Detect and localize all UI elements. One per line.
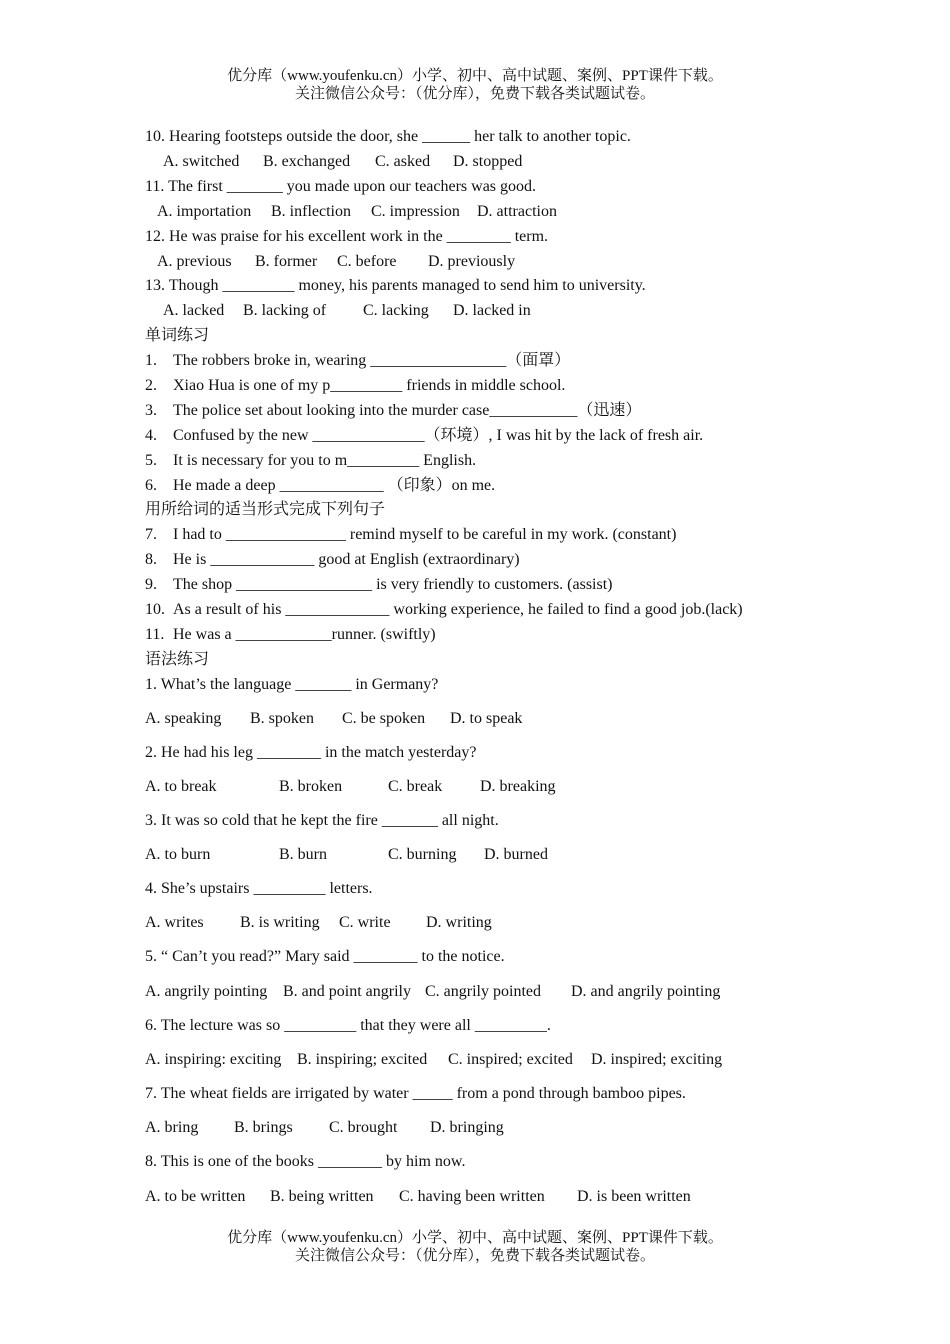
option: A. bring [145, 1119, 199, 1136]
grammar-question-3: 3. It was so cold that he kept the fire _______ all night. [145, 812, 499, 829]
option: C. lacking [363, 302, 429, 319]
grammar-question-8: 8. This is one of the books ________ by him now. [145, 1153, 466, 1170]
grammar-question-1: 1. What’s the language _______ in Germany? [145, 676, 439, 693]
option: B. burn [279, 846, 327, 863]
option: A. writes [145, 914, 204, 931]
forms-item: 9. The shop _________________ is very friendly to customers. (assist) [145, 576, 613, 593]
options-row [145, 1118, 504, 1138]
option: B. is writing [240, 914, 320, 931]
grammar-question-4: 4. She’s upstairs _________ letters. [145, 880, 373, 897]
option: A. angrily pointing [145, 983, 268, 1000]
options-row [145, 913, 492, 933]
option: A. inspiring: exciting [145, 1051, 282, 1068]
option: C. having been written [399, 1188, 545, 1205]
option: C. asked [375, 153, 431, 170]
option: C. break [388, 778, 443, 795]
option: B. inflection [271, 203, 351, 220]
option: C. before [337, 253, 397, 270]
option: B. former [255, 253, 318, 270]
question-12: 12. He was praise for his excellent work in the ________ term. [145, 228, 549, 245]
section-heading-grammar: 语法练习 [145, 651, 210, 668]
option: B. spoken [250, 710, 314, 727]
question-11: 11. The first _______ you made upon our teachers was good. [145, 178, 537, 195]
option: D. burned [484, 846, 548, 863]
options-row [145, 1050, 722, 1070]
options-row [145, 982, 720, 1002]
option: C. write [339, 914, 391, 931]
grammar-question-7: 7. The wheat fields are irrigated by water _____ from a pond through bamboo pipes. [145, 1085, 686, 1102]
option: D. and angrily pointing [571, 983, 721, 1000]
option: A. importation [157, 203, 252, 220]
option: A. to break [145, 778, 217, 795]
header-line-1: 优分库（www.youfenku.cn）小学、初中、高中试题、案例、PPT课件下载。 [227, 68, 723, 84]
option: D. bringing [430, 1119, 504, 1136]
vocab-item: 1. The robbers broke in, wearing _________________（面罩） [145, 352, 571, 369]
option: B. exchanged [263, 153, 351, 170]
option: A. speaking [145, 710, 222, 727]
forms-item: 7. I had to _______________ remind myself to be careful in my work. (constant) [145, 526, 677, 543]
vocab-item: 3. The police set about looking into the murder case___________（迅速） [145, 402, 642, 419]
grammar-question-6: 6. The lecture was so _________ that they were all _________. [145, 1017, 551, 1034]
option: C. impression [371, 203, 460, 220]
options-row [157, 252, 515, 272]
option: D. to speak [450, 710, 523, 727]
question-10: 10. Hearing footsteps outside the door, she ______ her talk to another topic. [145, 128, 631, 145]
options-row [145, 1187, 691, 1207]
vocab-item: 5. It is necessary for you to m_________ English. [145, 452, 477, 469]
section-heading-vocab: 单词练习 [145, 327, 210, 344]
grammar-question-5: 5. “ Can’t you read?” Mary said ________ to the notice. [145, 948, 505, 965]
option: A. to be written [145, 1188, 246, 1205]
page-footer [0, 1229, 950, 1265]
footer-line-1: 优分库（www.youfenku.cn）小学、初中、高中试题、案例、PPT课件下载。 [227, 1230, 723, 1246]
option: A. to burn [145, 846, 211, 863]
option: B. and point angrily [283, 983, 411, 1000]
option: B. broken [279, 778, 343, 795]
option: D. previously [428, 253, 516, 270]
forms-item: 11. He was a ____________runner. (swiftly) [145, 626, 436, 643]
option: C. angrily pointed [425, 983, 541, 1000]
option: A. previous [157, 253, 232, 270]
question-13: 13. Though _________ money, his parents managed to send him to university. [145, 277, 646, 294]
vocab-item: 2. Xiao Hua is one of my p_________ friends in middle school. [145, 377, 566, 394]
options-row [145, 709, 522, 729]
option: C. inspired; excited [448, 1051, 573, 1068]
option: C. brought [329, 1119, 398, 1136]
option: D. attraction [477, 203, 557, 220]
option: D. writing [426, 914, 492, 931]
option: D. inspired; exciting [591, 1051, 723, 1068]
section-heading-forms: 用所给词的适当形式完成下列句子 [145, 501, 386, 518]
footer-line-2: 关注微信公众号：（优分库），免费下载各类试题试卷。 [294, 1248, 655, 1264]
option: A. lacked [163, 302, 225, 319]
vocab-item: 6. He made a deep _____________ （印象）on me. [145, 477, 496, 494]
vocab-item: 4. Confused by the new ______________（环境）, I was hit by the lack of fresh air. [145, 427, 704, 444]
forms-item: 8. He is _____________ good at English (extraordinary) [145, 551, 520, 568]
header-line-2: 关注微信公众号：（优分库），免费下载各类试题试卷。 [294, 86, 655, 102]
grammar-question-2: 2. He had his leg ________ in the match yesterday? [145, 744, 477, 761]
forms-item: 10. As a result of his _____________ working experience, he failed to find a good job.(lack) [145, 601, 743, 618]
option: D. lacked in [453, 302, 531, 319]
page-header [0, 67, 950, 103]
option: D. breaking [480, 778, 556, 795]
option: C. be spoken [342, 710, 426, 727]
option: B. being written [270, 1188, 374, 1205]
options-row [145, 777, 556, 797]
option: B. lacking of [243, 302, 327, 319]
option: D. stopped [453, 153, 523, 170]
option: C. burning [388, 846, 457, 863]
options-row [163, 152, 522, 172]
option: B. inspiring; excited [297, 1051, 428, 1068]
option: B. brings [234, 1119, 293, 1136]
options-row [145, 845, 548, 865]
options-row [163, 301, 531, 321]
option: A. switched [163, 153, 240, 170]
options-row [157, 202, 557, 222]
option: D. is been written [577, 1188, 691, 1205]
